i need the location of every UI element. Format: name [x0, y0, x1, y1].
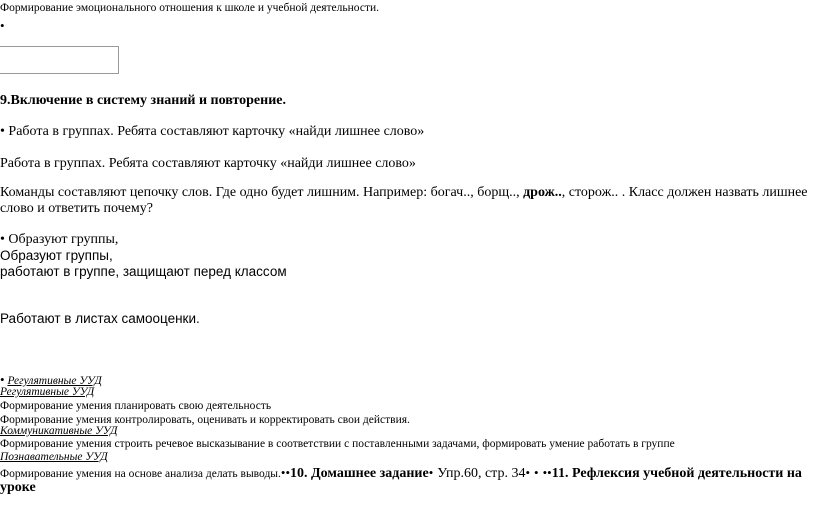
bullet-marker: •	[0, 18, 5, 33]
word-chain-paragraph	[0, 185, 808, 201]
section-10-title: 10. Домашнее задание	[290, 466, 429, 481]
regulative-item-2: Формирование умения контролировать, оценивать и корректировать свои действия.	[0, 414, 410, 426]
section-9-title: 9.Включение в систему знаний и повторение.	[0, 93, 286, 108]
bold-word: дрож..	[523, 185, 562, 200]
bullet-text: Работа в группах. Ребята составляют карточку «найди лишнее слово»	[8, 124, 425, 139]
groups-text: Образуют группы,	[0, 248, 113, 263]
bullet-marker: •	[428, 465, 434, 480]
bullet-marker: •	[0, 372, 5, 387]
bullet-item-group-work	[0, 124, 424, 140]
bullet-marker: •	[534, 465, 539, 480]
group-work-text: Работа в группах. Ребята составляют карточку «найди лишнее слово»	[0, 156, 416, 171]
bullet-text: Образуют группы,	[8, 232, 119, 247]
bullet-marker: •	[0, 232, 5, 247]
self-assessment-text: Работают в листах самооценки.	[0, 311, 200, 326]
paragraph-text-start: Команды составляют цепочку слов. Где одно будет лишним. Например: богач.., борщ..,	[0, 185, 524, 200]
regulative-link[interactable]: Регулятивные УУД	[7, 375, 102, 387]
word-chain-paragraph-line2: слово и ответить почему?	[0, 201, 153, 216]
section-11-title-line2: уроке	[0, 480, 36, 495]
cognitive-heading: Познавательные УУД	[0, 451, 108, 463]
section-10-text: Упр.60, стр. 34	[437, 466, 526, 481]
paragraph-text-end: , сторож.. . Класс должен назвать лишнее	[561, 185, 808, 200]
bullet-marker: •	[0, 124, 5, 139]
communicative-item-1: Формирование умения строить речевое высказывание в соответствии с поставленными задачами, формировать умение работать в группе	[0, 438, 675, 450]
cognitive-item-1: Формирование умения на основе анализа делать выводы.	[0, 468, 281, 480]
bullet-marker: •	[285, 465, 291, 480]
regulative-heading: Регулятивные УУД	[0, 386, 95, 398]
bullet-item-groups	[0, 232, 118, 248]
cognitive-and-sections-line	[0, 464, 802, 482]
section-11-title: 11. Рефлексия учебной деятельности на	[551, 466, 802, 481]
bullet-marker: •	[525, 465, 531, 480]
regulative-item-1: Формирование умения планировать свою деятельность	[0, 400, 272, 412]
groups-work-text: работают в группе, защищают перед классом	[0, 264, 287, 279]
bullet-marker: •	[280, 465, 286, 480]
header-text: Формирование эмоционального отношения к школе и учебной деятельности.	[0, 2, 379, 14]
empty-text-box[interactable]	[0, 46, 119, 74]
bullet-marker: •	[542, 465, 548, 480]
bullet-marker: •	[547, 465, 552, 480]
communicative-heading: Коммуникативные УУД	[0, 425, 118, 437]
